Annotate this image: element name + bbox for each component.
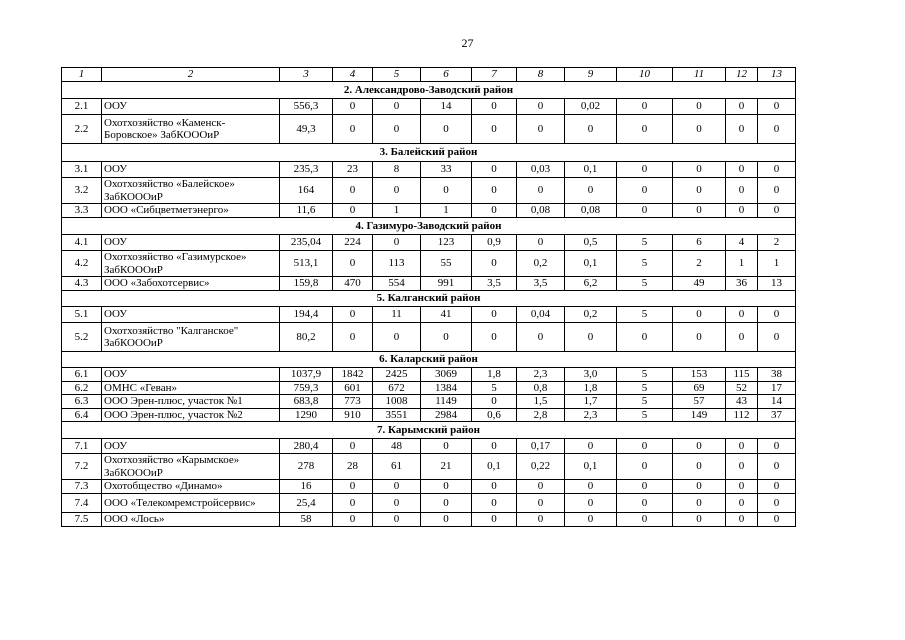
value-cell: 0 (673, 178, 726, 204)
value-cell: 49,3 (280, 115, 333, 144)
value-cell: 0 (472, 395, 517, 409)
section-row (62, 352, 796, 368)
value-cell: 280,4 (280, 439, 333, 454)
organization-name-cell: ООО Эрен-плюс, участок №2 (102, 408, 280, 422)
value-cell: 0 (333, 251, 373, 277)
value-cell: 0 (421, 513, 472, 527)
value-cell: 5 (617, 277, 673, 291)
value-cell: 43 (726, 395, 758, 409)
value-cell: 0 (517, 235, 565, 251)
row-number-cell: 7.5 (62, 513, 102, 527)
value-cell: 0,6 (472, 408, 517, 422)
value-cell: 0 (673, 323, 726, 352)
value-cell: 1149 (421, 395, 472, 409)
table-row (62, 480, 796, 494)
value-cell: 0,08 (565, 204, 617, 218)
value-cell: 0,2 (517, 251, 565, 277)
value-cell: 4 (726, 235, 758, 251)
section-title: 7. Карымский район (62, 422, 796, 439)
organization-name-cell: Охотхозяйство «Газимурское» ЗабКОООиР (102, 251, 280, 277)
row-number-cell: 7.4 (62, 494, 102, 513)
value-cell: 25,4 (280, 494, 333, 513)
value-cell: 0 (617, 439, 673, 454)
value-cell: 0 (517, 323, 565, 352)
value-cell: 0 (472, 480, 517, 494)
organization-name-cell: ООО «Забохотсервис» (102, 277, 280, 291)
value-cell: 0 (472, 162, 517, 178)
value-cell: 235,3 (280, 162, 333, 178)
value-cell: 0 (472, 251, 517, 277)
table-row (62, 307, 796, 323)
organization-name-cell: Охотхозяйство «Карымское» ЗабКОООиР (102, 454, 280, 480)
organization-name-cell: ООУ (102, 162, 280, 178)
table-row (62, 178, 796, 204)
value-cell: 2 (758, 235, 796, 251)
value-cell: 0 (673, 162, 726, 178)
page-number: 27 (461, 36, 474, 50)
value-cell: 0 (673, 115, 726, 144)
value-cell: 0 (617, 178, 673, 204)
value-cell: 1 (726, 251, 758, 277)
value-cell: 0 (333, 439, 373, 454)
value-cell: 0 (333, 204, 373, 218)
value-cell: 0 (333, 307, 373, 323)
value-cell: 0 (726, 513, 758, 527)
value-cell: 0 (673, 454, 726, 480)
value-cell: 0 (758, 307, 796, 323)
row-number-cell: 5.2 (62, 323, 102, 352)
value-cell: 11,6 (280, 204, 333, 218)
value-cell: 0 (421, 178, 472, 204)
value-cell: 0 (421, 494, 472, 513)
value-cell: 14 (758, 395, 796, 409)
value-cell: 0 (333, 99, 373, 115)
row-number-cell: 2.2 (62, 115, 102, 144)
row-number-cell: 7.3 (62, 480, 102, 494)
value-cell: 683,8 (280, 395, 333, 409)
value-cell: 0 (373, 323, 421, 352)
column-header: 12 (726, 68, 758, 82)
table-row (62, 162, 796, 178)
value-cell: 13 (758, 277, 796, 291)
column-header: 6 (421, 68, 472, 82)
row-number-cell: 5.1 (62, 307, 102, 323)
value-cell: 0 (517, 480, 565, 494)
value-cell: 1384 (421, 381, 472, 395)
value-cell: 0 (726, 178, 758, 204)
value-cell: 0 (517, 99, 565, 115)
row-number-cell: 2.1 (62, 99, 102, 115)
section-row (62, 291, 796, 307)
value-cell: 113 (373, 251, 421, 277)
value-cell: 149 (673, 408, 726, 422)
value-cell: 0 (726, 204, 758, 218)
value-cell: 0 (333, 323, 373, 352)
value-cell: 8 (373, 162, 421, 178)
column-header: 10 (617, 68, 673, 82)
value-cell: 153 (673, 368, 726, 382)
value-cell: 601 (333, 381, 373, 395)
value-cell: 0,1 (565, 454, 617, 480)
value-cell: 0 (673, 99, 726, 115)
value-cell: 0,1 (472, 454, 517, 480)
value-cell: 1,7 (565, 395, 617, 409)
value-cell: 0 (333, 513, 373, 527)
value-cell: 48 (373, 439, 421, 454)
value-cell: 5 (472, 381, 517, 395)
table-row (62, 235, 796, 251)
value-cell: 0 (726, 439, 758, 454)
table-header-row (62, 68, 796, 82)
value-cell: 5 (617, 235, 673, 251)
value-cell: 0 (472, 178, 517, 204)
value-cell: 123 (421, 235, 472, 251)
value-cell: 0 (472, 307, 517, 323)
value-cell: 0 (726, 162, 758, 178)
value-cell: 1842 (333, 368, 373, 382)
value-cell: 1,8 (565, 381, 617, 395)
table-row (62, 395, 796, 409)
value-cell: 1037,9 (280, 368, 333, 382)
value-cell: 0 (373, 115, 421, 144)
value-cell: 6,2 (565, 277, 617, 291)
organization-name-cell: ООО «Лось» (102, 513, 280, 527)
value-cell: 3,0 (565, 368, 617, 382)
value-cell: 0 (758, 115, 796, 144)
value-cell: 1 (373, 204, 421, 218)
value-cell: 0 (673, 480, 726, 494)
row-number-cell: 7.2 (62, 454, 102, 480)
section-row (62, 218, 796, 235)
value-cell: 0 (472, 494, 517, 513)
value-cell: 41 (421, 307, 472, 323)
value-cell: 556,3 (280, 99, 333, 115)
value-cell: 164 (280, 178, 333, 204)
value-cell: 759,3 (280, 381, 333, 395)
value-cell: 3,5 (472, 277, 517, 291)
value-cell: 159,8 (280, 277, 333, 291)
value-cell: 49 (673, 277, 726, 291)
column-header: 4 (333, 68, 373, 82)
value-cell: 0 (726, 115, 758, 144)
value-cell: 5 (617, 368, 673, 382)
value-cell: 0 (373, 99, 421, 115)
value-cell: 0 (673, 204, 726, 218)
row-number-cell: 4.3 (62, 277, 102, 291)
column-header: 1 (62, 68, 102, 82)
value-cell: 0 (758, 204, 796, 218)
value-cell: 1 (421, 204, 472, 218)
value-cell: 0 (758, 454, 796, 480)
row-number-cell: 3.2 (62, 178, 102, 204)
table-row (62, 494, 796, 513)
value-cell: 0 (472, 115, 517, 144)
value-cell: 0 (421, 115, 472, 144)
value-cell: 0 (333, 494, 373, 513)
value-cell: 0 (373, 513, 421, 527)
value-cell: 0 (565, 480, 617, 494)
value-cell: 5 (617, 307, 673, 323)
value-cell: 0 (758, 323, 796, 352)
column-header: 2 (102, 68, 280, 82)
value-cell: 0 (673, 494, 726, 513)
value-cell: 0,9 (472, 235, 517, 251)
row-number-cell: 3.3 (62, 204, 102, 218)
value-cell: 5 (617, 251, 673, 277)
value-cell: 0 (421, 480, 472, 494)
value-cell: 2425 (373, 368, 421, 382)
value-cell: 2,8 (517, 408, 565, 422)
organization-name-cell: Охотхозяйство «Балейское» ЗабКОООиР (102, 178, 280, 204)
value-cell: 991 (421, 277, 472, 291)
organization-name-cell: ООУ (102, 235, 280, 251)
value-cell: 69 (673, 381, 726, 395)
table-row (62, 277, 796, 291)
value-cell: 0,1 (565, 251, 617, 277)
value-cell: 0 (565, 323, 617, 352)
value-cell: 470 (333, 277, 373, 291)
value-cell: 0 (617, 454, 673, 480)
value-cell: 0 (617, 323, 673, 352)
value-cell: 0,02 (565, 99, 617, 115)
value-cell: 0 (726, 480, 758, 494)
row-number-cell: 7.1 (62, 439, 102, 454)
value-cell: 37 (758, 408, 796, 422)
table-row (62, 381, 796, 395)
data-table (61, 67, 796, 527)
table-row (62, 454, 796, 480)
value-cell: 6 (673, 235, 726, 251)
value-cell: 0,1 (565, 162, 617, 178)
value-cell: 235,04 (280, 235, 333, 251)
column-header: 5 (373, 68, 421, 82)
organization-name-cell: ООО Эрен-плюс, участок №1 (102, 395, 280, 409)
organization-name-cell: Охотхозяйство "Калганское" ЗабКОООиР (102, 323, 280, 352)
value-cell: 0 (373, 480, 421, 494)
value-cell: 0 (726, 99, 758, 115)
value-cell: 33 (421, 162, 472, 178)
section-title: 5. Калганский район (62, 291, 796, 307)
table-row (62, 99, 796, 115)
value-cell: 0 (673, 513, 726, 527)
row-number-cell: 3.1 (62, 162, 102, 178)
column-header: 9 (565, 68, 617, 82)
value-cell: 52 (726, 381, 758, 395)
value-cell: 0 (421, 439, 472, 454)
value-cell: 0 (726, 323, 758, 352)
table-row (62, 251, 796, 277)
value-cell: 0 (472, 513, 517, 527)
column-header: 13 (758, 68, 796, 82)
value-cell: 224 (333, 235, 373, 251)
organization-name-cell: ООУ (102, 307, 280, 323)
section-row (62, 422, 796, 439)
value-cell: 0,08 (517, 204, 565, 218)
row-number-cell: 6.3 (62, 395, 102, 409)
section-title: 3. Балейский район (62, 144, 796, 162)
organization-name-cell: ОМНС «Геван» (102, 381, 280, 395)
value-cell: 14 (421, 99, 472, 115)
value-cell: 17 (758, 381, 796, 395)
table-body (62, 68, 796, 527)
value-cell: 0 (421, 323, 472, 352)
value-cell: 1008 (373, 395, 421, 409)
value-cell: 0 (472, 323, 517, 352)
value-cell: 3069 (421, 368, 472, 382)
value-cell: 0 (517, 513, 565, 527)
value-cell: 0 (758, 178, 796, 204)
value-cell: 0 (758, 494, 796, 513)
value-cell: 0 (565, 178, 617, 204)
section-row (62, 82, 796, 99)
value-cell: 1 (758, 251, 796, 277)
value-cell: 0,5 (565, 235, 617, 251)
value-cell: 0 (517, 494, 565, 513)
value-cell: 16 (280, 480, 333, 494)
value-cell: 0 (726, 494, 758, 513)
value-cell: 0 (333, 115, 373, 144)
value-cell: 0,2 (565, 307, 617, 323)
value-cell: 0 (758, 480, 796, 494)
value-cell: 0 (617, 480, 673, 494)
value-cell: 115 (726, 368, 758, 382)
value-cell: 0,04 (517, 307, 565, 323)
value-cell: 5 (617, 381, 673, 395)
value-cell: 1290 (280, 408, 333, 422)
table-row (62, 368, 796, 382)
value-cell: 58 (280, 513, 333, 527)
value-cell: 0 (472, 99, 517, 115)
value-cell: 0,03 (517, 162, 565, 178)
value-cell: 554 (373, 277, 421, 291)
section-title: 6. Каларский район (62, 352, 796, 368)
value-cell: 21 (421, 454, 472, 480)
table-row (62, 408, 796, 422)
value-cell: 5 (617, 408, 673, 422)
value-cell: 0 (472, 204, 517, 218)
value-cell: 0 (673, 439, 726, 454)
column-header: 8 (517, 68, 565, 82)
value-cell: 2,3 (565, 408, 617, 422)
value-cell: 0 (617, 99, 673, 115)
value-cell: 2984 (421, 408, 472, 422)
value-cell: 55 (421, 251, 472, 277)
column-header: 3 (280, 68, 333, 82)
value-cell: 61 (373, 454, 421, 480)
value-cell: 278 (280, 454, 333, 480)
value-cell: 0 (617, 494, 673, 513)
value-cell: 0 (617, 204, 673, 218)
value-cell: 80,2 (280, 323, 333, 352)
value-cell: 0 (673, 307, 726, 323)
value-cell: 0 (565, 513, 617, 527)
row-number-cell: 4.1 (62, 235, 102, 251)
table-row (62, 204, 796, 218)
value-cell: 513,1 (280, 251, 333, 277)
value-cell: 0 (617, 115, 673, 144)
value-cell: 0 (565, 494, 617, 513)
value-cell: 2,3 (517, 368, 565, 382)
value-cell: 28 (333, 454, 373, 480)
value-cell: 0 (373, 178, 421, 204)
value-cell: 0 (758, 162, 796, 178)
column-header: 7 (472, 68, 517, 82)
value-cell: 773 (333, 395, 373, 409)
section-row (62, 144, 796, 162)
value-cell: 0 (333, 480, 373, 494)
value-cell: 0 (565, 439, 617, 454)
value-cell: 0,22 (517, 454, 565, 480)
value-cell: 112 (726, 408, 758, 422)
value-cell: 672 (373, 381, 421, 395)
organization-name-cell: Охотобщество «Динамо» (102, 480, 280, 494)
column-header: 11 (673, 68, 726, 82)
value-cell: 3,5 (517, 277, 565, 291)
value-cell: 194,4 (280, 307, 333, 323)
value-cell: 1,8 (472, 368, 517, 382)
row-number-cell: 6.4 (62, 408, 102, 422)
value-cell: 0 (333, 178, 373, 204)
value-cell: 0 (617, 513, 673, 527)
value-cell: 23 (333, 162, 373, 178)
value-cell: 38 (758, 368, 796, 382)
organization-name-cell: Охотхозяйство «Каменск-Боровское» ЗабКОООиР (102, 115, 280, 144)
section-title: 4. Газимуро-Заводский район (62, 218, 796, 235)
value-cell: 0 (758, 513, 796, 527)
value-cell: 36 (726, 277, 758, 291)
value-cell: 0 (565, 115, 617, 144)
table-row (62, 439, 796, 454)
organization-name-cell: ООО «Телекомремстройсервис» (102, 494, 280, 513)
section-title: 2. Александрово-Заводский район (62, 82, 796, 99)
value-cell: 0 (726, 307, 758, 323)
value-cell: 0 (373, 235, 421, 251)
value-cell: 0 (758, 439, 796, 454)
organization-name-cell: ООО «Сибцветметэнерго» (102, 204, 280, 218)
value-cell: 5 (617, 395, 673, 409)
value-cell: 11 (373, 307, 421, 323)
value-cell: 0 (617, 162, 673, 178)
organization-name-cell: ООУ (102, 368, 280, 382)
value-cell: 0,17 (517, 439, 565, 454)
value-cell: 910 (333, 408, 373, 422)
organization-name-cell: ООУ (102, 99, 280, 115)
value-cell: 0 (373, 494, 421, 513)
value-cell: 1,5 (517, 395, 565, 409)
value-cell: 2 (673, 251, 726, 277)
table-row (62, 323, 796, 352)
table-row (62, 513, 796, 527)
value-cell: 0 (517, 178, 565, 204)
value-cell: 0 (726, 454, 758, 480)
organization-name-cell: ООУ (102, 439, 280, 454)
value-cell: 3551 (373, 408, 421, 422)
value-cell: 57 (673, 395, 726, 409)
row-number-cell: 4.2 (62, 251, 102, 277)
value-cell: 0 (758, 99, 796, 115)
row-number-cell: 6.2 (62, 381, 102, 395)
table-row (62, 115, 796, 144)
value-cell: 0 (472, 439, 517, 454)
value-cell: 0 (517, 115, 565, 144)
value-cell: 0,8 (517, 381, 565, 395)
row-number-cell: 6.1 (62, 368, 102, 382)
